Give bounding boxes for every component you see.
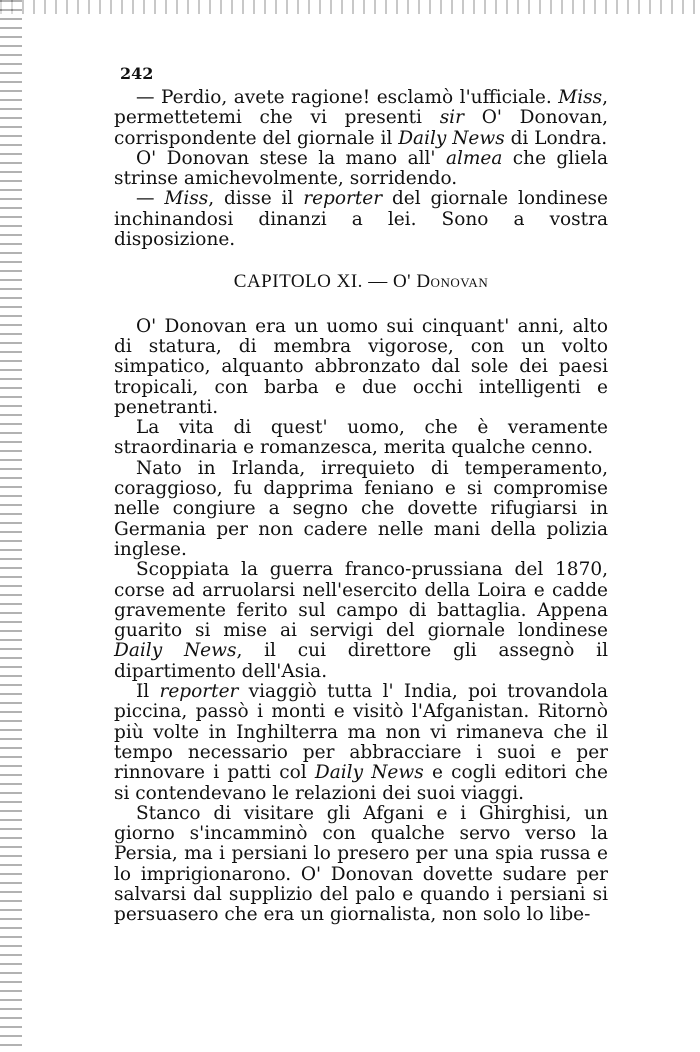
paragraph-5: La vita di quest' uomo, che è veramente straordinaria e romanzesca, merita qualche cenno. <box>114 417 608 459</box>
paragraph-6: Nato in Irlanda, irrequieto di temperamento, coraggioso, fu dapprima feniano e si compromise nelle congiure a segno che dovette rifugiarsi in Germania per non cadere nelle mani della polizia inglese. <box>114 457 608 560</box>
scan-edge-left <box>0 0 22 1052</box>
page-number: 242 <box>120 64 154 83</box>
text-block <box>114 88 608 926</box>
paragraph-4: O' Donovan era un uomo sui cinquant' anni, alto di statura, di membra vigorose, con un volto simpatico, alquanto abbronzato dal sole dei paesi tropicali, con barba e due occhi intelligenti e penetranti. <box>114 315 608 418</box>
paragraph-7: Scoppiata la guerra franco-prussiana del 1870, corse ad arruolarsi nell'esercito della Loira e cadde gravemente ferito sul campo di battaglia. Appena guarito si mise ai servigi del giornale londinese Daily News, il cui direttore gli assegnò il dipartimento dell'Asia. <box>114 559 608 682</box>
paragraph-2: O' Donovan stese la mano all' almea che gliela strinse amichevolmente, sorridendo. <box>114 147 609 190</box>
paragraph-3: — Miss, disse il reporter del giornale londinese inchinandosi dinanzi a lei. Sono a vostra disposizione. <box>114 188 608 251</box>
chapter-title: CAPITOLO XI. — O' Donovan <box>233 271 489 293</box>
paragraph-8: Il reporter viaggiò tutta l' India, poi trovandola piccina, passò i monti e visitò l'Afganistan. Ritornò più volte in Inghilterra ma non vi rimaneva che il tempo necessario per abbracciare i suoi e per rinnovare i patti col Daily News e cogli editori che si contendevano le relazioni dei suoi viaggi. <box>114 681 608 804</box>
paragraph-9: Stanco di visitare gli Afgani e i Ghirghisi, un giorno s'incamminò con qualche servo verso la Persia, ma i persiani lo presero per una spia russa e lo imprigionarono. O' Donovan dovette sudare per salvarsi dal supplizio del palo e quando i persiani si persuasero che era un giornalista, non solo lo libe- <box>114 802 608 926</box>
scan-edge-top <box>0 0 700 14</box>
paragraph-1: — Perdio, avete ragione! esclamò l'ufficiale. Miss, permettetemi che vi presenti sir O' Donovan, corrispondente del giornale il Daily News di Londra. <box>114 87 608 149</box>
